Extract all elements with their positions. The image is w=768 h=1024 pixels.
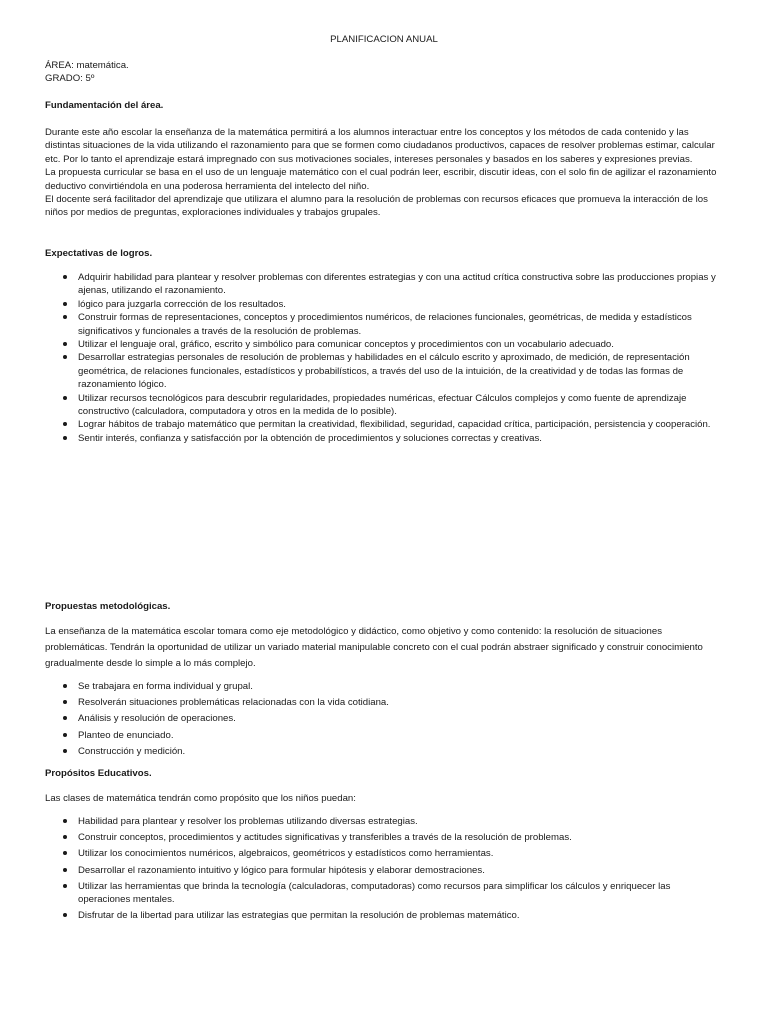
area-line: ÁREA: matemática.	[45, 60, 129, 71]
fundamentacion-paragraph-2: La propuesta curricular se basa en el uso de un lenguaje matemático con el cual podrán leer, escribir, discutir ideas, con el solo fin de agilizar el razonamiento deductivo convirtiéndola en una poderosa herramienta del intelecto del niño.	[45, 167, 717, 192]
list-item: Habilidad para plantear y resolver los problemas utilizando diversas estrategias.	[45, 815, 723, 828]
fundamentacion-heading: Fundamentación del área.	[45, 100, 164, 111]
expectativas-list	[45, 271, 723, 445]
page-title: PLANIFICACION ANUAL	[330, 34, 438, 45]
list-item: Planteo de enunciado.	[45, 729, 723, 742]
list-item: Utilizar las herramientas que brinda la tecnología (calculadoras, computadoras) como recursos para simplificar los cálculos y enriquecer las operaciones mentales.	[45, 880, 723, 907]
list-item: Se trabajara en forma individual y grupal.	[45, 680, 723, 693]
propuestas-list	[45, 680, 723, 761]
propositos-intro: Las clases de matemática tendrán como propósito que los niños puedan:	[45, 793, 356, 804]
list-item: Desarrollar el razonamiento intuitivo y lógico para formular hipótesis y elaborar demostraciones.	[45, 864, 723, 877]
list-item: Utilizar los conocimientos numéricos, algebraicos, geométricos y estadísticos como herramientas.	[45, 847, 723, 860]
list-item: Utilizar el lenguaje oral, gráfico, escrito y simbólico para comunicar conceptos y procedimientos con un vocabulario adecuado.	[45, 338, 723, 351]
propositos-list	[45, 815, 723, 926]
header-info	[45, 59, 723, 86]
grado-line: GRADO: 5º	[45, 73, 95, 85]
propuestas-body: La enseñanza de la matemática escolar tomara como eje metodológico y didáctico, como objetivo y como contenido: la resolución de situaciones problemáticas. Tendrán la oportunidad de utilizar un variado material manipulable concreto con el cual podrán abstraer significado y construir conocimiento gradualmente desde lo simple a lo más complejo.	[45, 626, 703, 669]
list-item: Construir conceptos, procedimientos y actitudes significativas y transferibles a través de la resolución de problemas.	[45, 831, 723, 844]
list-item: Construcción y medición.	[45, 745, 723, 758]
fundamentacion-paragraph-1: Durante este año escolar la enseñanza de la matemática permitirá a los alumnos interactuar entre los conceptos y los métodos de cada contenido y las distintas situaciones de la vida utilizando el razonamiento para que se formen como ciudadanos productivos, capaces de resolver problemas estimar, calcular etc. Por lo tanto el aprendizaje estará impregnado con sus motivaciones sociales, intereses personales y basados en los saberes y expresiones previas.	[45, 127, 715, 165]
list-item: Lograr hábitos de trabajo matemático que permitan la creatividad, flexibilidad, seguridad, capacidad crítica, participación, persistencia y cooperación.	[45, 418, 723, 431]
list-item: Disfrutar de la libertad para utilizar las estrategias que permitan la resolución de problemas matemático.	[45, 909, 723, 922]
list-item: Análisis y resolución de operaciones.	[45, 712, 723, 725]
list-item: Desarrollar estrategias personales de resolución de problemas y habilidades en el cálculo escrito y aproximado, de medición, de representación geométrica, de relaciones funcionales, estadísticos y probabilísticos, a través del uso de la intuición, de la creatividad y de todas las formas de razonamiento lógico.	[45, 351, 723, 391]
propositos-heading: Propósitos Educativos.	[45, 768, 152, 779]
list-item: Resolverán situaciones problemáticas relacionadas con la vida cotidiana.	[45, 696, 723, 709]
expectativas-heading: Expectativas de logros.	[45, 248, 153, 259]
fundamentacion-body	[45, 126, 723, 220]
list-item: Adquirir habilidad para plantear y resolver problemas con diferentes estrategias y con una actitud crítica constructiva sobre las producciones propias y ajenas, utilizando el razonamiento.	[45, 271, 723, 298]
list-item: Construir formas de representaciones, conceptos y procedimientos numéricos, de relaciones funcionales, geométricas, de medida y estadísticos significativos y funcionales a través de la resolución de problemas.	[45, 311, 723, 338]
list-item: lógico para juzgarla corrección de los resultados.	[45, 298, 723, 311]
list-item: Utilizar recursos tecnológicos para descubrir regularidades, propiedades numéricas, efectuar Cálculos complejos y como fuente de aprendizaje constructivo (calculadora, computadora y otros en la medida de lo posible).	[45, 392, 723, 419]
fundamentacion-paragraph-3: El docente será facilitador del aprendizaje que utilizara el alumno para la resolución de problemas con recursos eficaces que promueva la interacción de los niños por medios de preguntas, exploraciones individuales y trabajos grupales.	[45, 194, 708, 219]
propuestas-heading: Propuestas metodológicas.	[45, 601, 171, 612]
list-item: Sentir interés, confianza y satisfacción por la obtención de procedimientos y soluciones correctas y creativas.	[45, 432, 723, 445]
